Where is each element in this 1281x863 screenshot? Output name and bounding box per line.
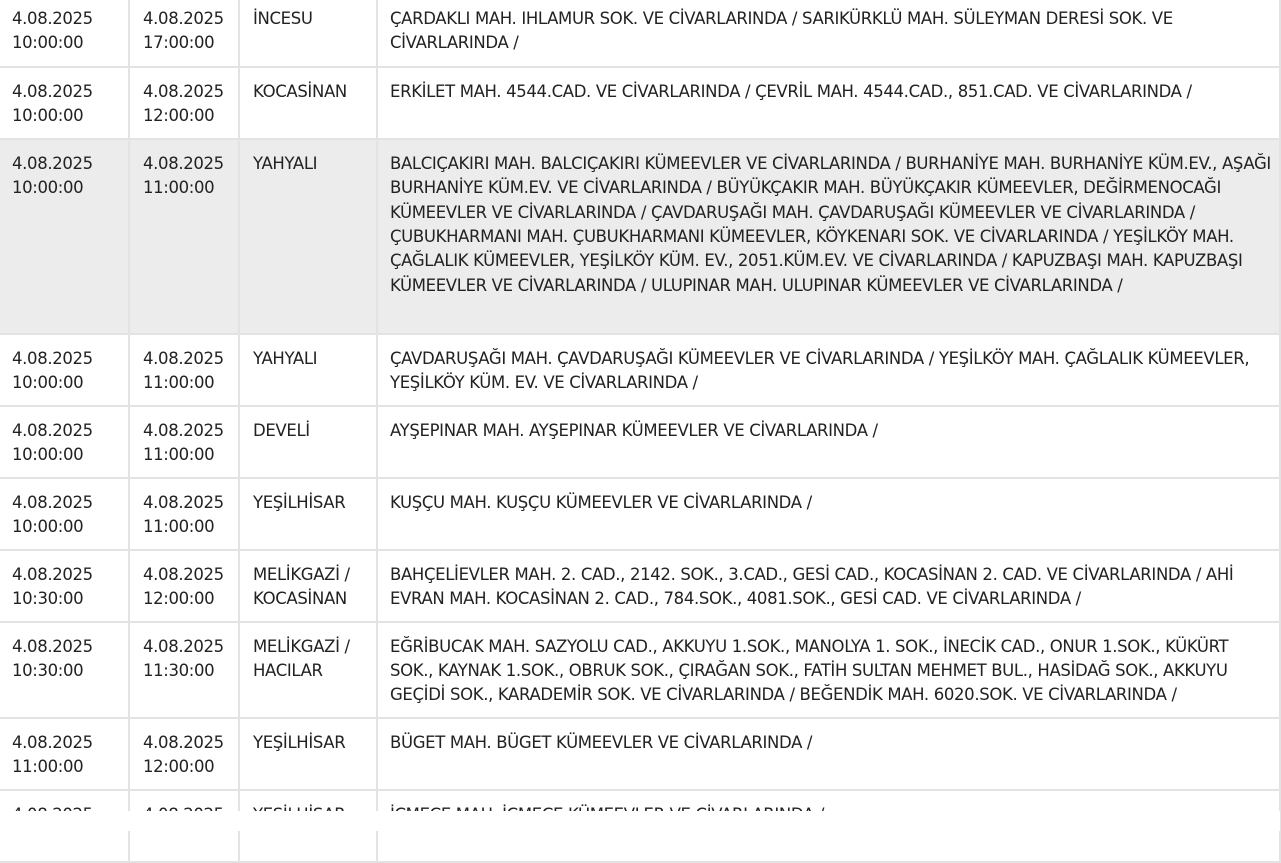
- table-row: [0, 478, 1280, 550]
- affected-area-text: BÜGET MAH. BÜGET KÜMEEVLER VE CİVARLARINDA /: [390, 732, 813, 752]
- affected-area-cell: [377, 622, 1280, 718]
- district-cell: [239, 0, 377, 67]
- affected-area-cell: [377, 718, 1280, 790]
- start-date: 4.08.2025: [12, 492, 93, 512]
- end-datetime-cell: [129, 0, 239, 67]
- table-row: [0, 334, 1280, 406]
- district-name: YEŞİLHİSAR: [253, 732, 346, 752]
- district-cell: [239, 550, 377, 622]
- district-cell: [239, 67, 377, 139]
- end-time: 11:00:00: [143, 517, 215, 537]
- table-row: [0, 406, 1280, 478]
- end-datetime-cell: [129, 478, 239, 550]
- district-cell: [239, 139, 377, 334]
- end-datetime-cell: [129, 334, 239, 406]
- end-datetime-cell: [129, 718, 239, 790]
- start-datetime-cell: [0, 334, 129, 406]
- start-date: 4.08.2025: [12, 732, 93, 752]
- start-datetime-cell: [0, 67, 129, 139]
- start-time: 10:00:00: [12, 445, 84, 465]
- start-time: 10:00:00: [12, 373, 84, 393]
- end-datetime-cell: [129, 550, 239, 622]
- table-row: [0, 622, 1280, 718]
- end-date: 4.08.2025: [143, 153, 224, 173]
- end-date: 4.08.2025: [143, 9, 224, 28]
- start-time: 10:00:00: [12, 517, 84, 537]
- start-time: 10:00:00: [12, 178, 84, 198]
- end-time: 12:00:00: [143, 757, 215, 777]
- start-datetime-cell: [0, 478, 129, 550]
- table-row: [0, 67, 1280, 139]
- start-date: 4.08.2025: [12, 153, 93, 173]
- start-date: 4.08.2025: [12, 420, 93, 440]
- end-date: 4.08.2025: [143, 492, 224, 512]
- end-time: 11:00:00: [143, 445, 215, 465]
- end-time: 12:00:00: [143, 106, 215, 126]
- district-cell: [239, 334, 377, 406]
- end-datetime-cell: [129, 139, 239, 334]
- affected-area-cell: [377, 406, 1280, 478]
- start-time: 10:30:00: [12, 661, 84, 681]
- affected-area-cell: [377, 334, 1280, 406]
- end-date: 4.08.2025: [143, 348, 224, 368]
- end-date: 4.08.2025: [143, 420, 224, 440]
- affected-area-text: EĞRİBUCAK MAH. SAZYOLU CAD., AKKUYU 1.SOK., MANOLYA 1. SOK., İNECİK CAD., ONUR 1.SOK., KÜKÜRT SOK., KAYNAK 1.SOK., OBRUK SOK., ÇIRAĞAN SOK., FATİH SULTAN MEHMET BUL., HASİDAĞ SOK., AKKUYU GEÇİDİ SOK., KARADEMİR SOK. VE CİVARLARINDA / BEĞENDİK MAH. 6020.SOK. VE CİVARLARINDA /: [390, 636, 1229, 705]
- end-time: 11:30:00: [143, 661, 215, 681]
- start-datetime-cell: [0, 139, 129, 334]
- district-name: İNCESU: [253, 9, 313, 28]
- page-bottom-margin: [0, 811, 1280, 831]
- affected-area-cell: [377, 139, 1280, 334]
- affected-area-text: ERKİLET MAH. 4544.CAD. VE CİVARLARINDA / ÇEVRİL MAH. 4544.CAD., 851.CAD. VE CİVARLARINDA /: [390, 82, 1192, 101]
- start-datetime-cell: [0, 718, 129, 790]
- district-name: YAHYALI: [253, 153, 318, 173]
- district-cell: [239, 406, 377, 478]
- start-date: 4.08.2025: [12, 564, 93, 584]
- district-name: YEŞİLHİSAR: [253, 492, 346, 512]
- end-date: 4.08.2025: [143, 732, 224, 752]
- district-cell: [239, 478, 377, 550]
- start-datetime-cell: [0, 550, 129, 622]
- end-date: 4.08.2025: [143, 564, 224, 584]
- table-row: [0, 718, 1280, 790]
- start-date: 4.08.2025: [12, 82, 93, 101]
- table-row: [0, 550, 1280, 622]
- affected-area-text: BAHÇELİEVLER MAH. 2. CAD., 2142. SOK., 3.CAD., GESİ CAD., KOCASİNAN 2. CAD. VE CİVARLARINDA / AHİ EVRAN MAH. KOCASİNAN 2. CAD., 784.SOK., 4081.SOK., GESİ CAD. VE CİVARLARINDA /: [390, 564, 1234, 609]
- end-time: 12:00:00: [143, 589, 215, 609]
- end-date: 4.08.2025: [143, 636, 224, 656]
- end-datetime-cell: [129, 406, 239, 478]
- table-row: [0, 0, 1280, 67]
- start-datetime-cell: [0, 622, 129, 718]
- affected-area-cell: [377, 478, 1280, 550]
- table-row: [0, 139, 1280, 334]
- district-cell: [239, 622, 377, 718]
- district-cell: [239, 718, 377, 790]
- affected-area-cell: [377, 67, 1280, 139]
- district-name: MELİKGAZİ / HACILAR: [253, 636, 350, 681]
- district-name: KOCASİNAN: [253, 82, 347, 101]
- end-datetime-cell: [129, 622, 239, 718]
- end-date: 4.08.2025: [143, 82, 224, 101]
- end-time: 11:00:00: [143, 373, 215, 393]
- affected-area-cell: [377, 0, 1280, 67]
- start-date: 4.08.2025: [12, 636, 93, 656]
- start-date: 4.08.2025: [12, 348, 93, 368]
- start-datetime-cell: [0, 0, 129, 67]
- start-time: 10:00:00: [12, 106, 84, 126]
- start-datetime-cell: [0, 406, 129, 478]
- affected-area-text: KUŞÇU MAH. KUŞÇU KÜMEEVLER VE CİVARLARINDA /: [390, 492, 812, 512]
- affected-area-text: AYŞEPINAR MAH. AYŞEPINAR KÜMEEVLER VE CİVARLARINDA /: [390, 420, 878, 440]
- affected-area-text: ÇARDAKLI MAH. IHLAMUR SOK. VE CİVARLARINDA / SARIKÜRKLÜ MAH. SÜLEYMAN DERESİ SOK. VE CİVARLARINDA /: [390, 9, 1173, 53]
- affected-area-text: ÇAVDARUŞAĞI MAH. ÇAVDARUŞAĞI KÜMEEVLER VE CİVARLARINDA / YEŞİLKÖY MAH. ÇAĞLALIK KÜMEEVLER, YEŞİLKÖY KÜM. EV. VE CİVARLARINDA /: [390, 348, 1250, 393]
- start-time: 10:30:00: [12, 589, 84, 609]
- start-time: 11:00:00: [12, 757, 84, 777]
- affected-area-text: BALCIÇAKIRI MAH. BALCIÇAKIRI KÜMEEVLER VE CİVARLARINDA / BURHANİYE MAH. BURHANİYE KÜM.EV., AŞAĞI BURHANİYE KÜM.EV. VE CİVARLARINDA / BÜYÜKÇAKIR MAH. BÜYÜKÇAKIR KÜMEEVLER, DEĞİRMENOCAĞI KÜMEEVLER VE CİVARLARINDA / ÇAVDARUŞAĞI MAH. ÇAVDARUŞAĞI KÜMEEVLER VE CİVARLARINDA / ÇUBUKHARMANI MAH. ÇUBUKHARMANI KÜMEEVLER, KÖYKENARI SOK. VE CİVARLARINDA / YEŞİLKÖY MAH. ÇAĞLALIK KÜMEEVLER, YEŞİLKÖY KÜM. EV., 2051.KÜM.EV. VE CİVARLARINDA / KAPUZBAŞI MAH. KAPUZBAŞI KÜMEEVLER VE CİVARLARINDA / ULUPINAR MAH. ULUPINAR KÜMEEVLER VE CİVARLARINDA /: [390, 153, 1271, 295]
- affected-area-cell: [377, 550, 1280, 622]
- start-time: 10:00:00: [12, 33, 84, 53]
- end-time: 17:00:00: [143, 33, 215, 53]
- end-datetime-cell: [129, 67, 239, 139]
- end-time: 11:00:00: [143, 178, 215, 198]
- district-name: MELİKGAZİ / KOCASİNAN: [253, 564, 350, 609]
- start-date: 4.08.2025: [12, 9, 93, 28]
- district-name: DEVELİ: [253, 420, 310, 440]
- district-name: YAHYALI: [253, 348, 318, 368]
